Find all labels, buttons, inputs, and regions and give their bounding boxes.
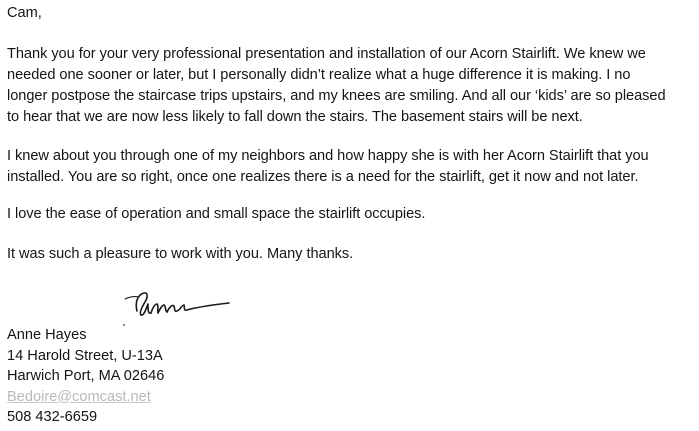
sender-street: 14 Harold Street, U-13A <box>7 347 163 364</box>
sender-email-link[interactable]: Bedoire@comcast.net <box>7 388 151 405</box>
sender-name: Anne Hayes <box>7 327 87 343</box>
sender-block <box>7 325 164 428</box>
paragraph-line: I love the ease of operation and small space the stairlift occupies. <box>7 206 426 222</box>
greeting: Cam, <box>7 5 42 21</box>
paragraph-line: to hear that we are now less likely to fall down the stairs. The basement stairs will be next. <box>7 109 583 125</box>
paragraph-line: longer postpose the staircase trips upstairs, and my knees are smiling. And all our ‘kids’ are so pleased <box>7 88 666 104</box>
sender-phone: 508 432-6659 <box>7 409 98 425</box>
paragraph-ease <box>7 204 425 225</box>
paragraph-referral <box>7 146 649 188</box>
sender-city: Harwich Port, MA 02646 <box>7 368 165 384</box>
paragraph-thanks <box>7 44 666 128</box>
paragraph-line: I knew about you through one of my neighbors and how happy she is with her Acorn Stairlift that you <box>7 148 649 164</box>
paragraph-line: installed. You are so right, once one realizes there is a need for the stairlift, get it now and not later. <box>7 169 639 185</box>
paragraph-closing <box>7 244 353 265</box>
paragraph-line: Thank you for your very professional presentation and installation of our Acorn Stairlift. We knew we <box>7 46 646 62</box>
paragraph-line: needed one sooner or later, but I personally didn’t realize what a huge difference it is making. I no <box>7 67 631 83</box>
paragraph-line: It was such a pleasure to work with you. Many thanks. <box>7 246 354 262</box>
